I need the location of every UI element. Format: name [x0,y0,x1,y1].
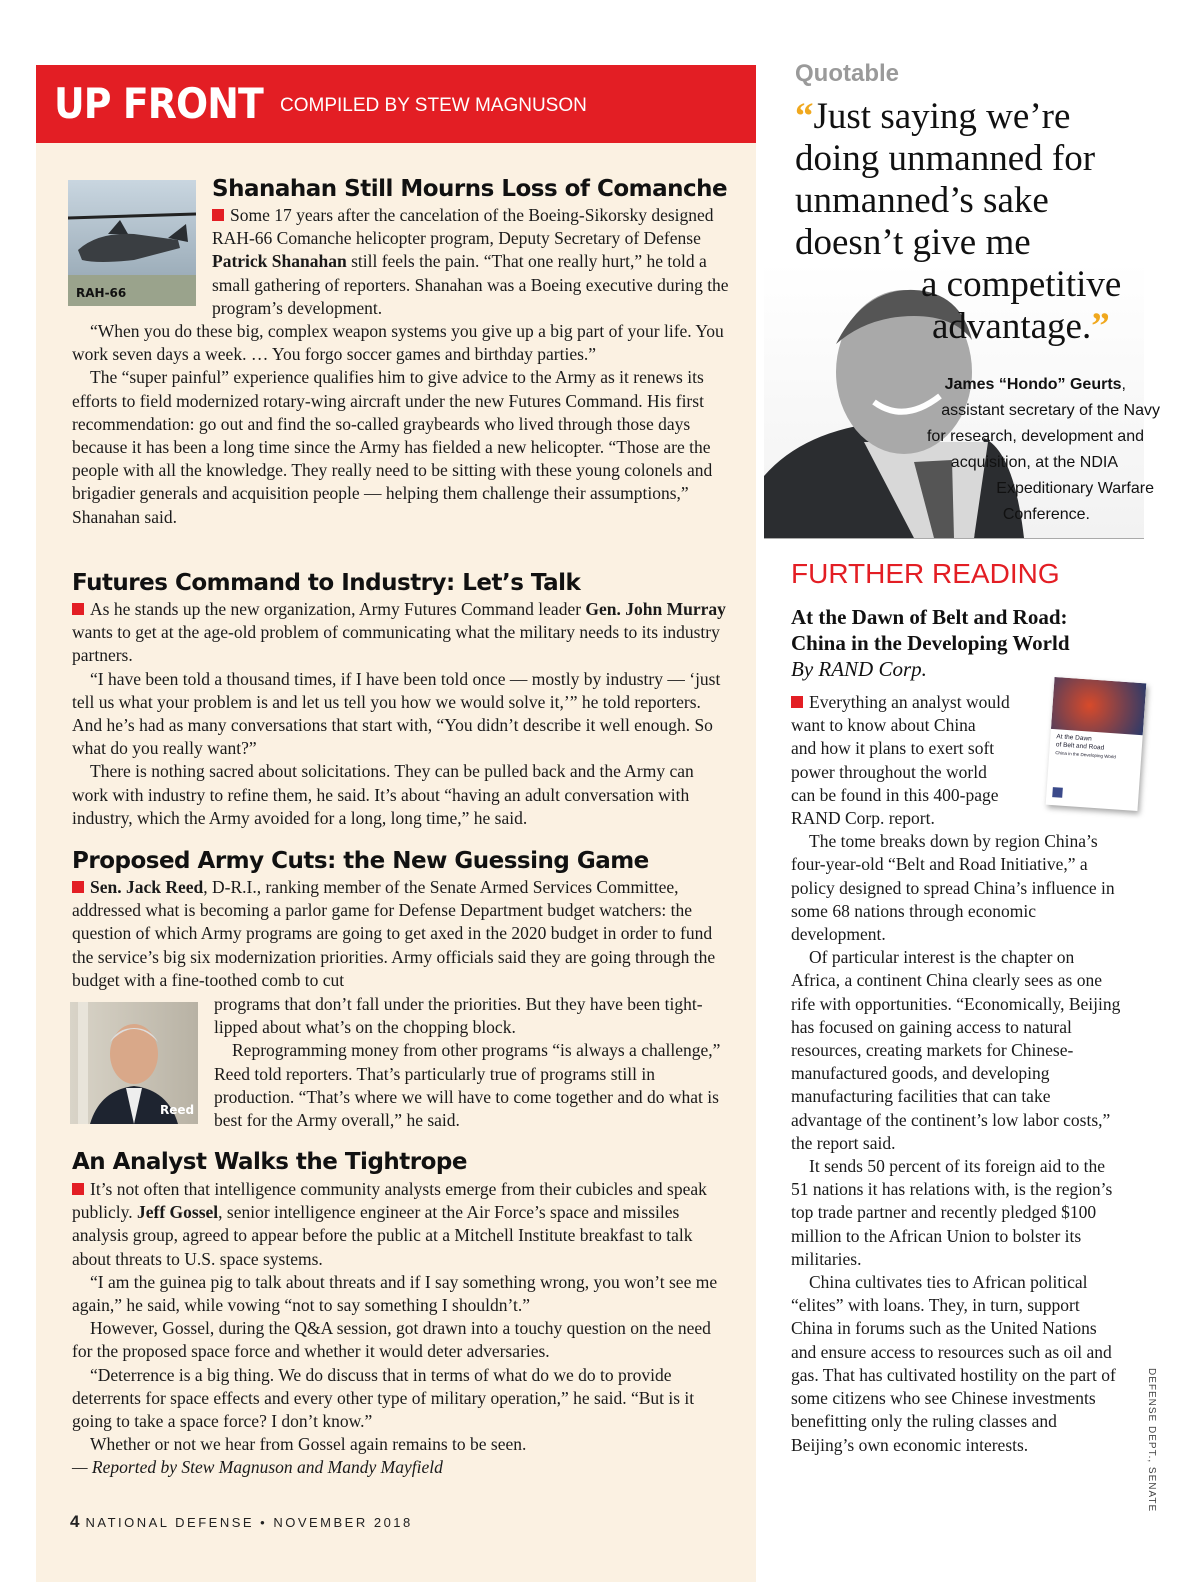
quotable-label: Quotable [795,60,900,87]
article-lede: Some 17 years after the cancelation of the Boeing-Sikorsky designed RAH-66 Comanche helicopter program, Deputy Secretary of Defense Patrick Shanahan still feels the pain. “That one really hurt,” he told a small gathering of reporters. Shanahan was a Boeing executive during the program’s development. [212,205,729,318]
helicopter-caption: RAH-66 [76,286,127,300]
bullet-square [212,209,224,221]
senator-caption: Reed [160,1103,195,1117]
article-body: “When you do these big, complex weapon systems you give up a big part of your life. You work seven days a week. … You forgo soccer games and birthday parties.” The “super painful” experience qualifies him to give advice to the Army as it renews its efforts to field modernized rotary-wing aircraft under the new Futures Command. His first recommendation: go out and find the so-called graybeards who lived through those days because it has been a long time since the Army has fielded a new helicopter. “Those are the people with all the knowledge. They really need to be sitting with these young colonels and brigadier generals and acquisition people — helping them challenge their assumptions,” Shanahan said. [72,321,724,527]
article-body-wrap: programs that don’t fall under the priorities. But they have been tight-lipped about what’s on the chopping block. Reprogramming money from other programs “is always a challenge,” Reed told reporters. That’s particularly true of programs still in production. “That’s where we will have to come together and do what is best for the Army overall,” he said. [214,994,721,1131]
article-body: As he stands up the new organization, Army Futures Command leader Gen. John Murray wants to get at the age-old problem of communicating what the military needs to its industry partners. “I have been told a thousand times, if I have been told once — mostly by industry — ‘just tell us what your problem is and let us tell you how we would solve it,’” he told reporters. And he’s had as many conversations that start with, “You didn’t describe it well enough. So what do you really want?” There is nothing sacred about solicitations. They can be pulled back and the Army can work with industry to refine them, he said. It’s about “having an adult conversation with industry, which the Army avoided for a long, long time,” he said. [72,599,726,828]
compiled-by: COMPILED BY STEW MAGNUSON [280,95,587,116]
quote-divider [764,538,1144,539]
photo-credit: DEFENSE DEPT., SENATE [1146,1368,1157,1513]
article-body: It’s not often that intelligence community analysts emerge from their cubicles and speak publicly. Jeff Gossel, senior intelligence engineer at the Air Force’s space and missiles analysis group, agreed to appear before the public at a Mitchell Institute breakfast to talk about threats to U.S. space systems. “I am the guinea pig to talk about threats and if I say something wrong, you won’t see me again,” he said, while vowing “not to say something I shouldn’t.” However, Gossel, during the Q&A session, got drawn into a touchy question on the need for the proposed space force and whether it would deter adversaries. “Deterrence is a big thing. We do discuss that in terms of what do we do to provide deterrents for space effects and every other type of military operation,” he said. “But is it going to take a space force? I don’t know.” Whether or not we hear from Gossel again remains to be seen. — Reported by Stew Magnuson and Mandy Mayfield [72,1179,718,1478]
section-banner [36,65,756,143]
bullet-square [791,696,803,708]
quote-attribution: James “Hondo” Geurts, assistant secretary of the Navy for research, development and acquisition, at the NDIA Expeditionary Warfare Conference. [926,376,1160,523]
book-cover: At the Dawn of Belt and Road China in the Developing World [1046,677,1147,811]
further-reading-label: FURTHER READING [791,558,1060,589]
pull-quote: “Just saying we’re doing unmanned for unmanned’s sake doesn’t give me a competitive advantage.” [795,96,1122,347]
bullet-square [72,881,84,893]
further-reading-body: Everything an analyst would want to know about China and how it plans to exert soft power throughout the world can be found in this 400-page RAND Corp. report. The tome breaks down by region China’s four-year-old “Belt and Road Initiative,” a policy designed to spread China’s influence in some 68 nations through economic development. Of particular interest is the chapter on Africa, a continent China clearly sees as one rife with opportunities. “Economically, Beijing has focused on gaining access to natural resources, creating markets for Chinese-manufactured goods, and developing manufacturing facilities that can take advantage of the continent’s low labor costs,” the report said. It sends 50 percent of its foreign aid to the 51 nations it has relations with, is the region’s top trade partner and recently pledged $100 million to the African Union to bolster its militaries. China cultivates ties to African political “elites” with loans. They, in turn, support China in forums such as the United Nations and ensure access to resources such as oil and gas. That has cultivated hostility on the part of some citizens who see Chinese investments benefitting only the ruling classes and Beijing’s own economic interests. [791,692,1121,1455]
article-title: Futures Command to Industry: Let’s Talk [72,570,581,596]
page-footer: 4 NATIONAL DEFENSE • NOVEMBER 2018 [70,1512,413,1531]
section-title: UP FRONT [54,79,263,128]
book-title: At the Dawn of Belt and Road: China in the Developing World By RAND Corp. [791,605,1070,681]
article-title: An Analyst Walks the Tightrope [72,1149,467,1175]
bullet-square [72,603,84,615]
article-title: Shanahan Still Mourns Loss of Comanche [212,176,728,202]
article-body: Sen. Jack Reed, D-R.I., ranking member of the Senate Armed Services Committee, addressed what is becoming a parlor game for Defense Department budget watchers: the question of which Army programs are going to get axed in the 2020 budget in order to fund the service’s big six modernization priorities. Army officials said they are going through the budget with a fine-toothed comb to cut [72,877,716,990]
article-title: Proposed Army Cuts: the New Guessing Game [72,848,649,874]
bullet-square [72,1183,84,1195]
